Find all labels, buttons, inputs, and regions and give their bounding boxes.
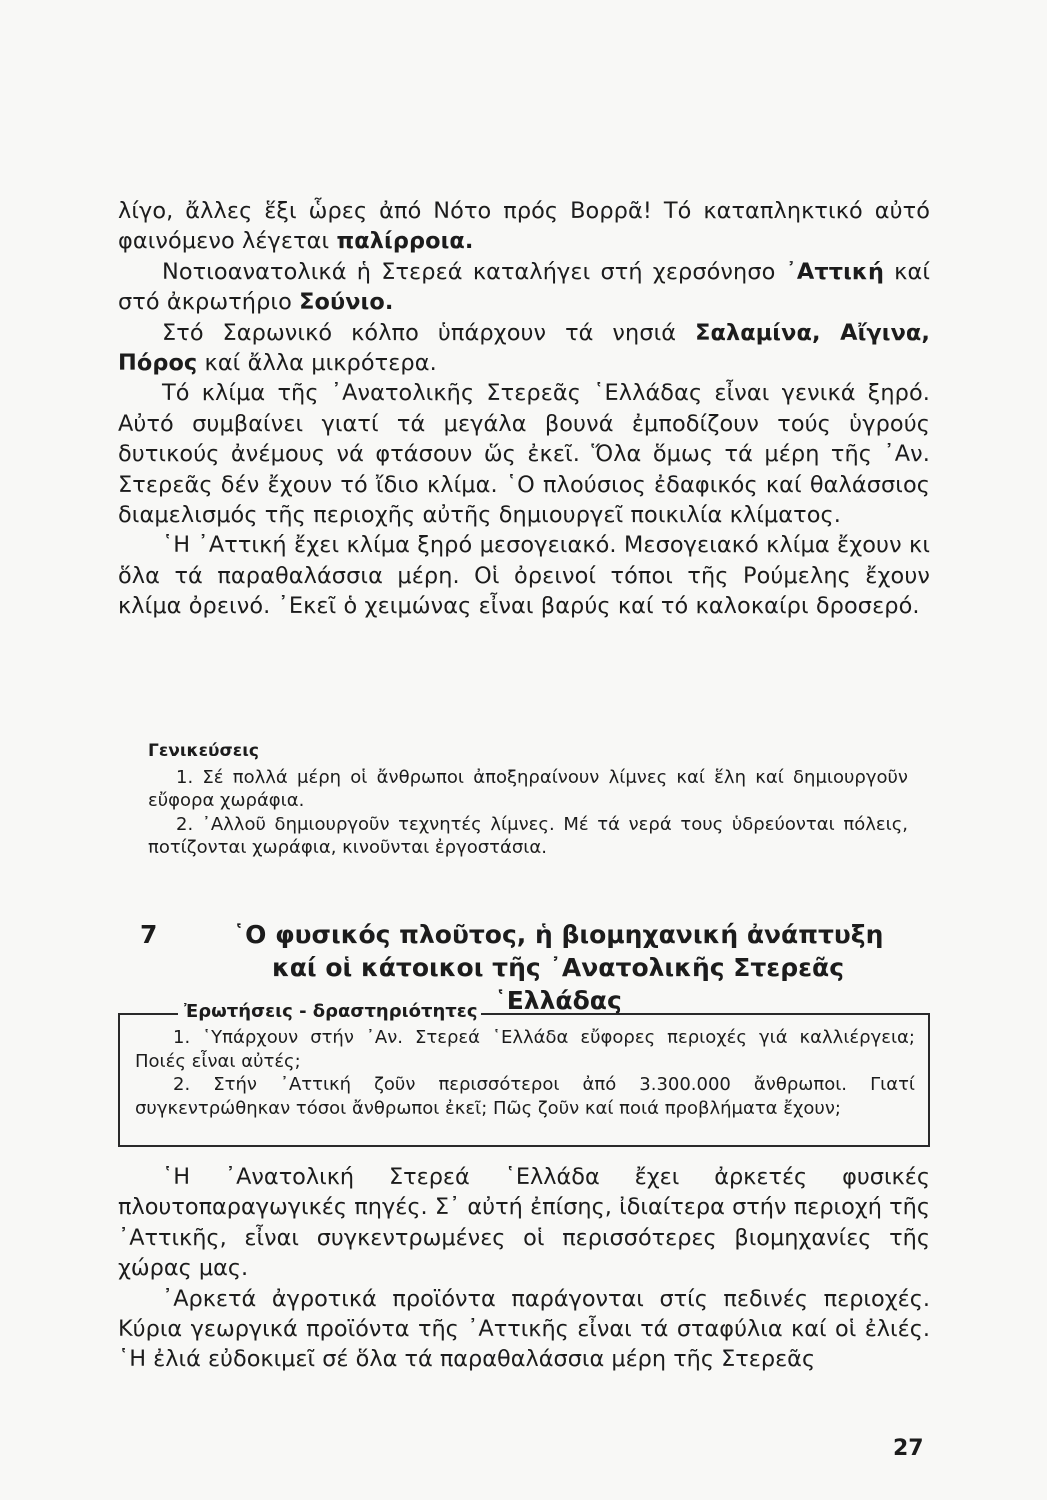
section-body xyxy=(118,1162,930,1375)
generalizations-title: Γενικεύσεις xyxy=(148,741,259,761)
term-islands: Σαλαμίνα, Αἴγινα, Πόρος xyxy=(118,319,931,377)
page-number: 27 xyxy=(893,1436,924,1461)
generalizations-block xyxy=(148,740,908,860)
paragraph-tide: λίγο, ἄλλες ἕξι ὧρες ἀπό Νότο πρός Βορρᾶ! Τό καταπληκτικό αὐτό φαινόμενο λέγεται παλίρροια. xyxy=(118,198,930,255)
term-tide: παλίρροια. xyxy=(336,228,474,255)
generalization-item: 2. ᾽Αλλοῦ δημιουργοῦν τεχνητές λίμνες. Μέ τά νερά τους ὑδρεύονται πόλεις, ποτίζονται χωράφια, κινοῦνται ἐργοστάσια. xyxy=(148,813,908,858)
box-border xyxy=(118,1013,178,1015)
paragraph-attica-sounio: Νοτιοανατολικά ἡ Στερεά καταλήγει στή χερσόνησο ᾽Αττική καί στό ἀκρωτήριο Σούνιο. xyxy=(118,258,931,316)
paragraph-resources: ῾Η ᾽Ανατολική Στερεά ῾Ελλάδα ἔχει ἀρκετές φυσικές πλουτοπαραγωγικές πηγές. Σ᾽ αὐτή ἐπίσης, ἰδιαίτερα στήν περιοχή τῆς ᾽Αττικῆς, εἶναι συγκεντρωμένες οἱ περισσότερες βιομηχανίες τῆς χώρας μας. xyxy=(118,1164,930,1282)
box-border xyxy=(480,1013,928,1015)
section-title: ῾Ο φυσικός πλοῦτος, ἡ βιομηχανική ἀνάπτυξη καί οἱ κάτοικοι τῆς ᾽Ανατολικῆς Στερεᾶς ῾Ελλάδας xyxy=(232,920,884,1015)
paragraph-agriculture: ᾽Αρκετά ἀγροτικά προϊόντα παράγονται στίς πεδινές περιοχές. Κύρια γεωργικά προϊόντα τῆς ᾽Αττικῆς εἶναι τά σταφύλια καί οἱ ἐλιές. ῾Η ἐλιά εὐδοκιμεῖ σέ ὅλα τά παραθαλάσσια μέρη τῆς Στερεᾶς xyxy=(118,1285,930,1373)
term-sounio: Σούνιο. xyxy=(299,289,394,316)
question-item: 1. ῾Υπάρχουν στήν ᾽Αν. Στερεά ῾Ελλάδα εὔφορες περιοχές γιά καλλιέργεια; Ποιές εἶναι αὐτές; xyxy=(135,1027,915,1072)
intro-text xyxy=(118,196,930,622)
term-attica: ᾽Αττική xyxy=(785,258,884,285)
paragraph-climate: Τό κλίμα τῆς ᾽Ανατολικῆς Στερεᾶς ῾Ελλάδας εἶναι γενικά ξηρό. Αὐτό συμβαίνει γιατί τά μεγάλα βουνά ἐμποδίζουν τούς ὑγρούς δυτικούς ἀνέμους νά φτάσουν ὥς ἐκεῖ. Ὅλα ὅμως τά μέρη τῆς ᾽Αν. Στερεᾶς δέν ἔχουν τό ἴδιο κλίμα. ῾Ο πλούσιος ἐδαφικός καί θαλάσσιος διαμελισμός τῆς περιοχῆς αὐτῆς δημιουργεῖ ποικιλία κλίματος. xyxy=(118,380,930,529)
generalization-item: 1. Σέ πολλά μέρη οἱ ἄνθρωποι ἀποξηραίνουν λίμνες καί ἕλη καί δημιουργοῦν εὔφορα χωράφια. xyxy=(148,766,908,811)
questions-title: Ἐρωτήσεις - δραστηριότητες xyxy=(180,1001,481,1022)
questions-list xyxy=(135,1026,915,1120)
paragraph-attica-climate: ῾Η ᾽Αττική ἔχει κλίμα ξηρό μεσογειακό. Μεσογειακό κλίμα ἔχουν κι ὅλα τά παραθαλάσσια μέρη. Οἱ ὀρεινοί τόποι τῆς Ρούμελης ἔχουν κλίμα ὀρεινό. ᾽Εκεῖ ὁ χειμώνας εἶναι βαρύς καί τό καλοκαίρι δροσερό. xyxy=(118,532,930,620)
question-item: 2. Στήν ᾽Αττική ζοῦν περισσότεροι ἀπό 3.300.000 ἄνθρωποι. Γιατί συγκεντρώθηκαν τόσοι ἄνθρωποι ἐκεῖ; Πῶς ζοῦν καί ποιά προβλήματα ἔχουν; xyxy=(135,1074,915,1119)
section-number: 7 xyxy=(140,920,158,949)
paragraph-islands: Στό Σαρωνικό κόλπο ὑπάρχουν τά νησιά Σαλαμίνα, Αἴγινα, Πόρος καί ἄλλα μικρότερα. xyxy=(118,319,931,377)
